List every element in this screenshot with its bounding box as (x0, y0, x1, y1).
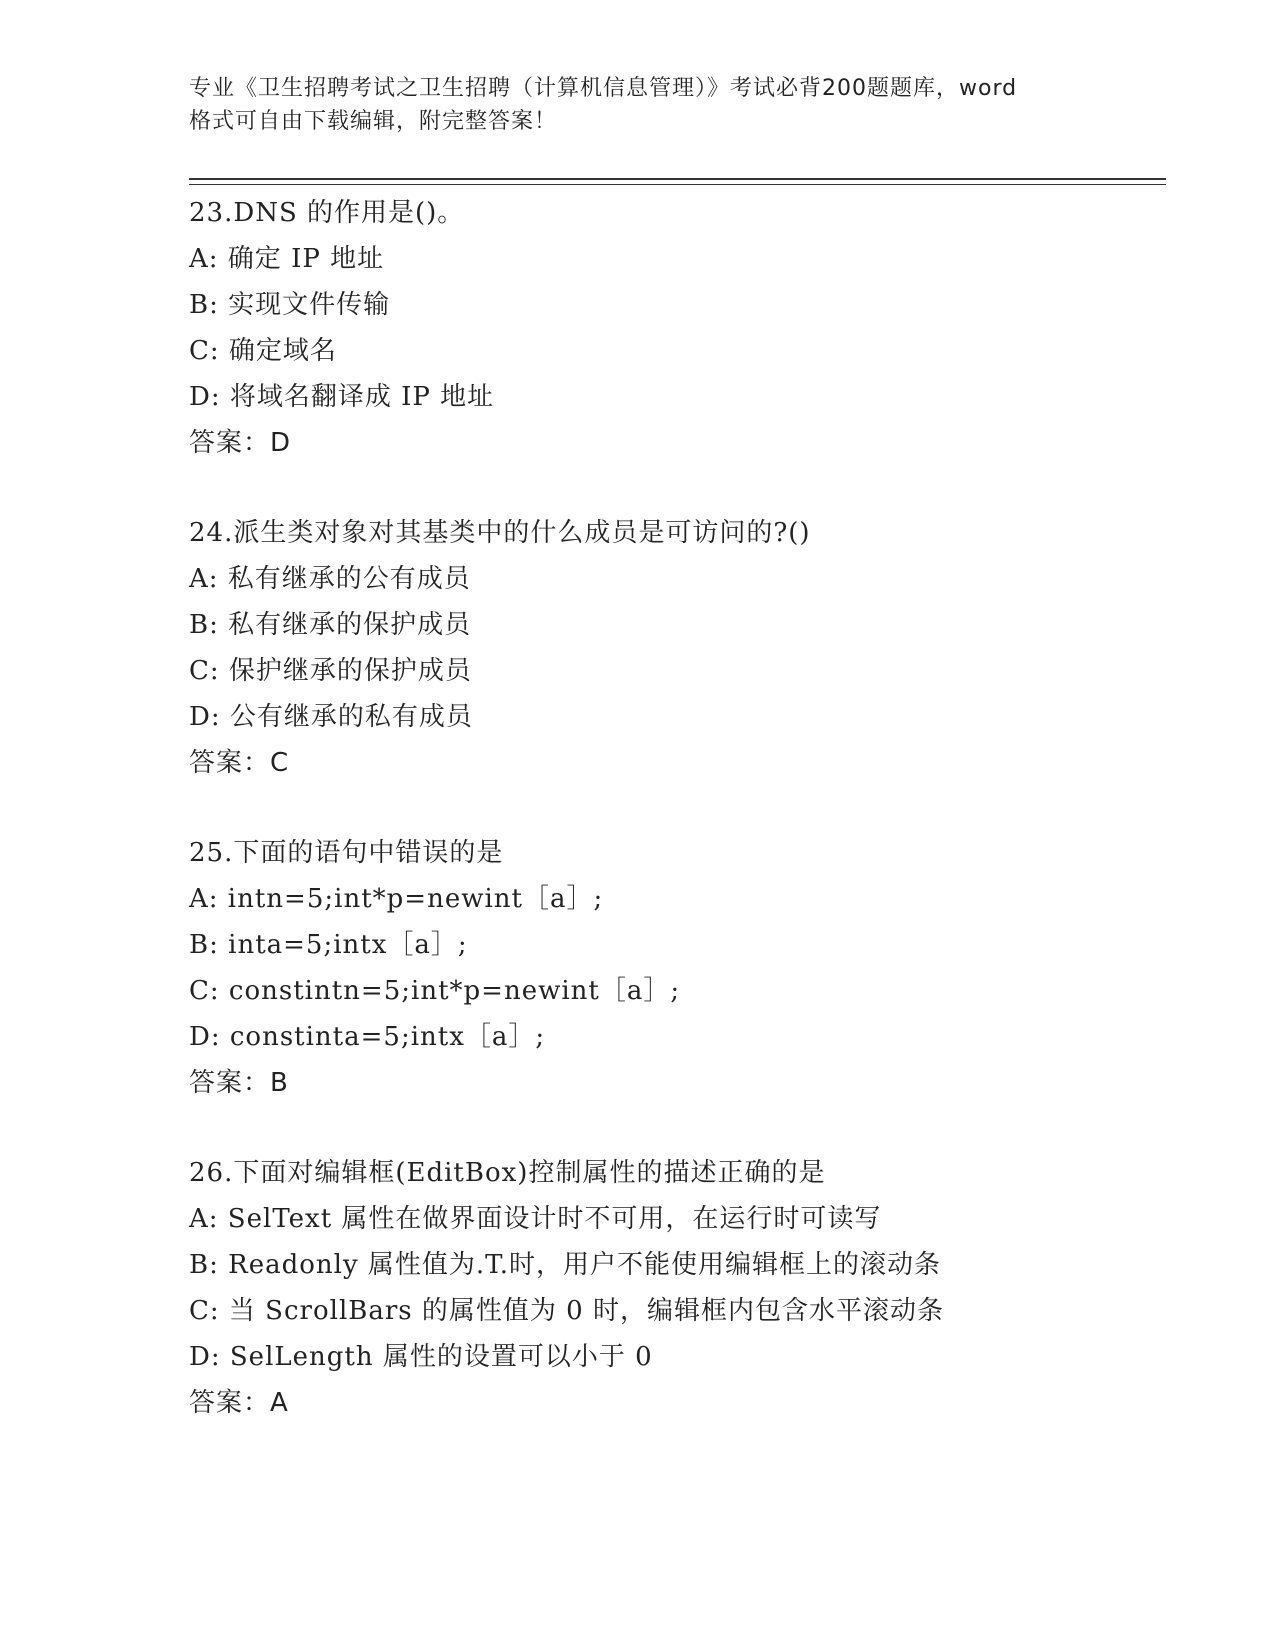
document-header (189, 72, 1089, 138)
question-stem: 24.派生类对象对其基类中的什么成员是可访问的?() (189, 518, 811, 548)
header-line-2: 格式可自由下载编辑，附完整答案！ (189, 109, 558, 134)
answer-line: 答案：A (189, 1388, 289, 1418)
question-25 (189, 830, 1169, 1150)
option-c: C: 保护继承的保护成员 (189, 656, 472, 686)
option-d: D: SelLength 属性的设置可以小于 0 (189, 1342, 653, 1372)
option-a: A: 确定 IP 地址 (189, 244, 385, 274)
option-d: D: 公有继承的私有成员 (189, 702, 473, 732)
header-divider-thin (189, 184, 1166, 185)
question-23 (189, 190, 1169, 510)
option-d: D: constinta=5;intx［a］; (189, 1022, 546, 1052)
question-stem: 25.下面的语句中错误的是 (189, 838, 504, 868)
question-list (189, 190, 1169, 1470)
header-divider-thick (189, 178, 1166, 180)
question-24 (189, 510, 1169, 830)
option-a: A: 私有继承的公有成员 (189, 564, 471, 594)
option-b: B: Readonly 属性值为.T.时，用户不能使用编辑框上的滚动条 (189, 1250, 941, 1280)
header-line-1: 专业《卫生招聘考试之卫生招聘（计算机信息管理）》考试必背200题题库，word (189, 76, 1018, 101)
option-b: B: 私有继承的保护成员 (189, 610, 472, 640)
answer-line: 答案：D (189, 428, 292, 458)
answer-line: 答案：C (189, 748, 290, 778)
question-stem: 23.DNS 的作用是()。 (189, 198, 465, 228)
option-a: A: SelText 属性在做界面设计时不可用，在运行时可读写 (189, 1204, 882, 1234)
option-c: C: 当 ScrollBars 的属性值为 0 时，编辑框内包含水平滚动条 (189, 1296, 944, 1326)
option-b: B: inta=5;intx［a］; (189, 930, 468, 960)
question-26 (189, 1150, 1169, 1470)
option-c: C: 确定域名 (189, 336, 337, 366)
answer-line: 答案：B (189, 1068, 289, 1098)
question-stem: 26.下面对编辑框(EditBox)控制属性的描述正确的是 (189, 1158, 826, 1188)
option-b: B: 实现文件传输 (189, 290, 391, 320)
option-a: A: intn=5;int*p=newint［a］; (189, 884, 604, 914)
option-c: C: constintn=5;int*p=newint［a］; (189, 976, 681, 1006)
option-d: D: 将域名翻译成 IP 地址 (189, 382, 495, 412)
